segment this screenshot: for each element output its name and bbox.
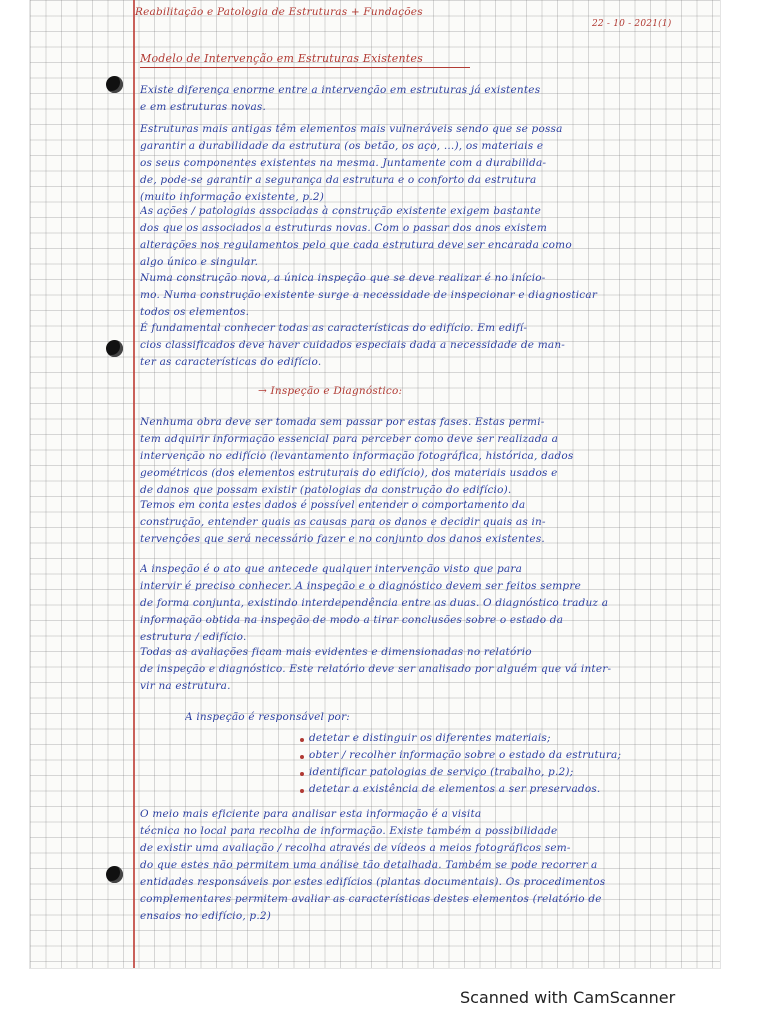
paragraph-line: vir na estrutura. — [140, 680, 231, 692]
paragraph-line: entidades responsáveis por estes edifícios (plantas documentais). Os procedimentos — [140, 876, 606, 888]
paragraph-line: Estruturas mais antigas têm elementos mais vulneráveis sendo que se possa — [140, 123, 563, 135]
bullet-item: identificar patologias de serviço (trabalho, p.2); — [309, 766, 574, 778]
paragraph-line: mo. Numa construção existente surge a necessidade de inspecionar e diagnosticar — [140, 289, 598, 301]
paragraph-line: intervenção no edifício (levantamento informação fotográfica, histórica, dados — [140, 450, 574, 462]
binder-hole — [106, 340, 123, 357]
margin-line — [133, 0, 135, 968]
paragraph-line: Numa construção nova, a única inspeção que se deve realizar é no início- — [140, 272, 546, 284]
paragraph-line: Existe diferença enorme entre a intervenção em estruturas já existentes — [140, 84, 541, 96]
paragraph-line: É fundamental conhecer todas as características do edifício. Em edifí- — [140, 322, 528, 334]
bullet-item: obter / recolher informação sobre o estado da estrutura; — [309, 749, 622, 761]
paragraph-line: (muito informação existente, p.2) — [140, 191, 325, 203]
paragraph-line: os seus componentes existentes na mesma. Juntamente com a durabilida- — [140, 157, 547, 169]
paragraph-line: de inspeção e diagnóstico. Este relatório deve ser analisado por alguém que vá inter- — [140, 663, 612, 675]
paragraph-line: cios classificados deve haver cuidados especiais dada a necessidade de man- — [140, 339, 566, 351]
paragraph-line: Temos em conta estes dados é possível entender o comportamento da — [140, 499, 526, 511]
notes-header-title: Reabilitação e Patologia de Estruturas + Fundações — [135, 6, 423, 18]
bullet-marker — [300, 738, 304, 742]
camscanner-footer: Scanned with CamScanner — [460, 988, 676, 1007]
paragraph-line: A inspeção é o ato que antecede qualquer intervenção visto que para — [140, 563, 523, 575]
paragraph-line: ter as características do edifício. — [140, 356, 322, 368]
paragraph-line: Nenhuma obra deve ser tomada sem passar por estas fases. Estas permi- — [140, 416, 545, 428]
paragraph-line: construção, entender quais as causas para os danos e decidir quais as in- — [140, 516, 546, 528]
paragraph-line: O meio mais eficiente para analisar esta informação é a visita — [140, 808, 482, 820]
paragraph-line: informação obtida na inspeção de modo a tirar conclusões sobre o estado da — [140, 614, 564, 626]
paragraph-line: ensaios no edifício, p.2) — [140, 910, 272, 922]
paragraph-line: estrutura / edifício. — [140, 631, 247, 643]
paragraph-line: do que estes não permitem uma análise tão detalhada. Também se pode recorrer a — [140, 859, 598, 871]
bullet-marker — [300, 772, 304, 776]
paragraph-line: intervir é preciso conhecer. A inspeção e o diagnóstico devem ser feitos sempre — [140, 580, 581, 592]
paragraph-line: de existir uma avaliação / recolha através de vídeos a meios fotográficos sem- — [140, 842, 571, 854]
bullet-item: detetar a existência de elementos a ser preservados. — [309, 783, 601, 795]
bullet-marker — [300, 755, 304, 759]
paragraph-line: geométricos (dos elementos estruturais do edifício), dos materiais usados e — [140, 467, 558, 479]
paragraph-line: As ações / patologias associadas à construção existente exigem bastante — [140, 205, 541, 217]
binder-hole — [106, 866, 123, 883]
paragraph-line: tem adquirir informação essencial para perceber como deve ser realizada a — [140, 433, 559, 445]
paragraph-line: Todas as avaliações ficam mais evidentes e dimensionadas no relatório — [140, 646, 532, 658]
inspection-intro: A inspeção é responsável por: — [185, 711, 351, 723]
paragraph-line: de danos que possam existir (patologias da construção do edifício). — [140, 484, 512, 496]
binder-hole — [106, 76, 123, 93]
paragraph-line: técnica no local para recolha de informação. Existe também a possibilidade — [140, 825, 558, 837]
paragraph-line: todos os elementos. — [140, 306, 250, 318]
bullet-item: detetar e distinguir os diferentes materiais; — [309, 732, 551, 744]
bullet-marker — [300, 789, 304, 793]
paragraph-line: tervenções que será necessário fazer e no conjunto dos danos existentes. — [140, 533, 545, 545]
paragraph-line: garantir a durabilidade da estrutura (os betão, os aço, ...), os materiais e — [140, 140, 544, 152]
paragraph-line: de, pode-se garantir a segurança da estrutura e o conforto da estrutura — [140, 174, 537, 186]
paragraph-line: e em estruturas novas. — [140, 101, 267, 113]
paragraph-line: de forma conjunta, existindo interdependência entre as duas. O diagnóstico traduz a — [140, 597, 609, 609]
section-title: Modelo de Intervenção em Estruturas Existentes — [140, 50, 470, 68]
paragraph-line: complementares permitem avaliar as características destes elementos (relatório de — [140, 893, 602, 905]
notes-date: 22 - 10 - 2021(1) — [592, 19, 672, 29]
paragraph-line: alterações nos regulamentos pelo que cada estrutura deve ser encarada como — [140, 239, 572, 251]
subsection-title: → Inspeção e Diagnóstico: — [258, 385, 403, 397]
paragraph-line: algo único e singular. — [140, 256, 259, 268]
paragraph-line: dos que os associados a estruturas novas. Com o passar dos anos existem — [140, 222, 548, 234]
